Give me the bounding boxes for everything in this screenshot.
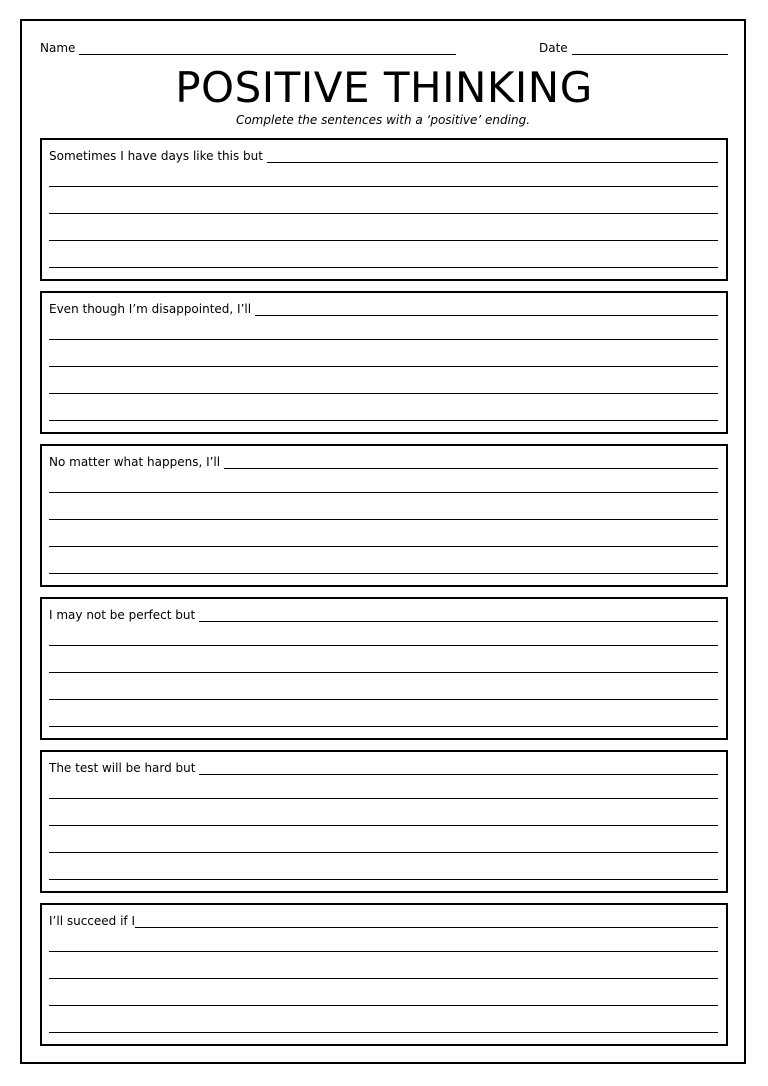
- answer-line[interactable]: [49, 186, 718, 187]
- prompt-text: The test will be hard but: [49, 761, 196, 775]
- prompt-row: [49, 302, 718, 316]
- answer-line[interactable]: [49, 978, 718, 979]
- name-input-line[interactable]: [79, 41, 456, 55]
- prompt-box-2: [40, 291, 728, 434]
- prompt-text: Even though I’m disappointed, I’ll: [49, 302, 252, 316]
- prompt-row: [49, 455, 718, 469]
- answer-line[interactable]: [49, 645, 718, 646]
- answer-line[interactable]: [49, 798, 718, 799]
- prompt-box-3: [40, 444, 728, 587]
- answer-line[interactable]: [49, 267, 718, 268]
- prompt-row: [49, 761, 718, 775]
- answer-line[interactable]: [49, 726, 718, 727]
- worksheet-title: POSITIVE THINKING: [175, 63, 593, 112]
- prompt-row: [49, 608, 718, 622]
- answer-line[interactable]: [224, 456, 718, 469]
- answer-line[interactable]: [49, 1005, 718, 1006]
- answer-line[interactable]: [199, 609, 718, 622]
- prompt-box-1: [40, 138, 728, 281]
- answer-line[interactable]: [135, 915, 718, 928]
- answer-line[interactable]: [49, 240, 718, 241]
- name-field: [40, 41, 456, 55]
- answer-line[interactable]: [199, 762, 718, 775]
- answer-line[interactable]: [49, 339, 718, 340]
- answer-line[interactable]: [49, 879, 718, 880]
- answer-line[interactable]: [49, 825, 718, 826]
- answer-line[interactable]: [49, 672, 718, 673]
- answer-line[interactable]: [49, 366, 718, 367]
- answer-line[interactable]: [49, 699, 718, 700]
- date-label: Date: [539, 41, 568, 55]
- prompt-box-5: [40, 750, 728, 893]
- answer-line[interactable]: [49, 852, 718, 853]
- prompt-text: I may not be perfect but: [49, 608, 196, 622]
- date-input-line[interactable]: [572, 41, 728, 55]
- answer-line[interactable]: [49, 519, 718, 520]
- worksheet-instructions: Complete the sentences with a ‘positive’ ending.: [235, 113, 531, 127]
- answer-line[interactable]: [267, 150, 718, 163]
- answer-line[interactable]: [49, 420, 718, 421]
- date-field: [539, 41, 728, 55]
- prompt-text: I’ll succeed if I: [49, 914, 135, 928]
- answer-line[interactable]: [49, 1032, 718, 1033]
- answer-line[interactable]: [49, 546, 718, 547]
- prompt-text: Sometimes I have days like this but: [49, 149, 263, 163]
- answer-line[interactable]: [255, 303, 718, 316]
- name-label: Name: [40, 41, 76, 55]
- answer-line[interactable]: [49, 573, 718, 574]
- answer-line[interactable]: [49, 393, 718, 394]
- prompt-row: [49, 914, 718, 928]
- prompt-text: No matter what happens, I’ll: [49, 455, 221, 469]
- answer-line[interactable]: [49, 492, 718, 493]
- prompt-box-4: [40, 597, 728, 740]
- answer-line[interactable]: [49, 213, 718, 214]
- prompt-box-6: [40, 903, 728, 1046]
- answer-line[interactable]: [49, 951, 718, 952]
- prompt-row: [49, 149, 718, 163]
